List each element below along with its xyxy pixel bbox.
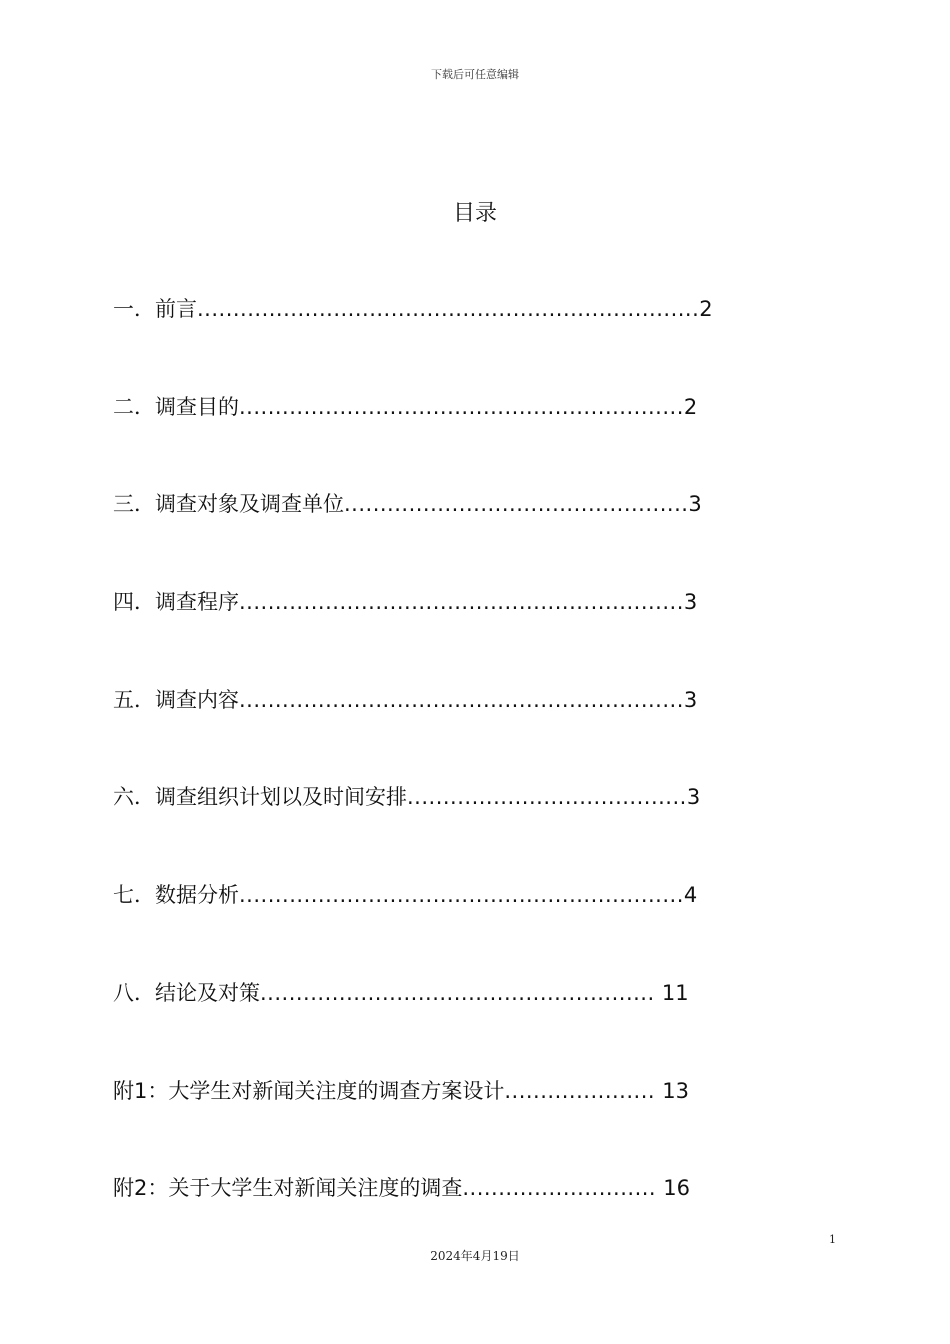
toc-leader-dots: .............................................................. [239, 687, 684, 712]
toc-leader-dots: ....................................................... [260, 980, 662, 1005]
toc-page-number: 3 [683, 687, 698, 712]
toc-entry[interactable] [113, 976, 813, 1074]
toc-leader-dots: ........................... [462, 1176, 664, 1201]
toc-entry-label: 六．调查组织计划以及时间安排 [113, 785, 407, 810]
toc-leader-dots: ....................................... [407, 785, 687, 810]
toc-entry-label: 八．结论及对策 [113, 980, 260, 1005]
toc-entry[interactable] [113, 780, 813, 878]
toc-entry[interactable] [113, 1074, 813, 1172]
toc-page-number: 2 [699, 297, 713, 321]
page-header: 下载后可任意编辑 [431, 68, 519, 81]
toc-leader-dots: ..................... [504, 1078, 663, 1103]
toc-leader-dots: ................................................ [344, 492, 689, 517]
toc-entry-label: 附2：关于大学生对新闻关注度的调查 [113, 1176, 463, 1201]
toc-entry-label: 三．调查对象及调查单位 [113, 492, 344, 517]
toc-entry[interactable] [113, 878, 813, 976]
toc-entry-label: 二．调查目的 [113, 394, 239, 419]
page-number: 1 [829, 1233, 836, 1246]
toc-entry[interactable] [113, 585, 813, 683]
toc-entry[interactable] [113, 487, 813, 585]
toc-leader-dots: .............................................................. [239, 394, 684, 419]
toc-page-number: 4 [683, 883, 698, 908]
toc-entry[interactable] [113, 292, 813, 390]
toc-leader-dots: .............................................................. [239, 590, 684, 615]
toc-leader-dots: .............................................................. [239, 883, 684, 908]
toc-entry-label: 四．调查程序 [113, 590, 239, 615]
toc-entry[interactable] [113, 683, 813, 781]
toc-entry-label: 七．数据分析 [113, 883, 239, 908]
toc-entry[interactable] [113, 390, 813, 488]
toc-page-number: 16 [663, 1176, 691, 1201]
toc-title: 目录 [452, 201, 497, 226]
toc-entry-label: 五．调查内容 [113, 687, 239, 712]
toc-page-number: 3 [688, 492, 702, 517]
toc-entry-label: 一．前言 [113, 297, 197, 321]
page-footer-date: 2024年4月19日 [430, 1249, 520, 1263]
toc-entry-label: 附1：大学生对新闻关注度的调查方案设计 [113, 1078, 505, 1103]
table-of-contents [113, 292, 813, 1269]
toc-page-number: 2 [683, 394, 698, 419]
toc-page-number: 3 [683, 590, 698, 615]
toc-page-number: 13 [662, 1078, 689, 1103]
toc-page-number: 11 [661, 980, 689, 1005]
toc-leader-dots: ...................................................................... [197, 297, 700, 321]
toc-page-number: 3 [686, 785, 701, 810]
